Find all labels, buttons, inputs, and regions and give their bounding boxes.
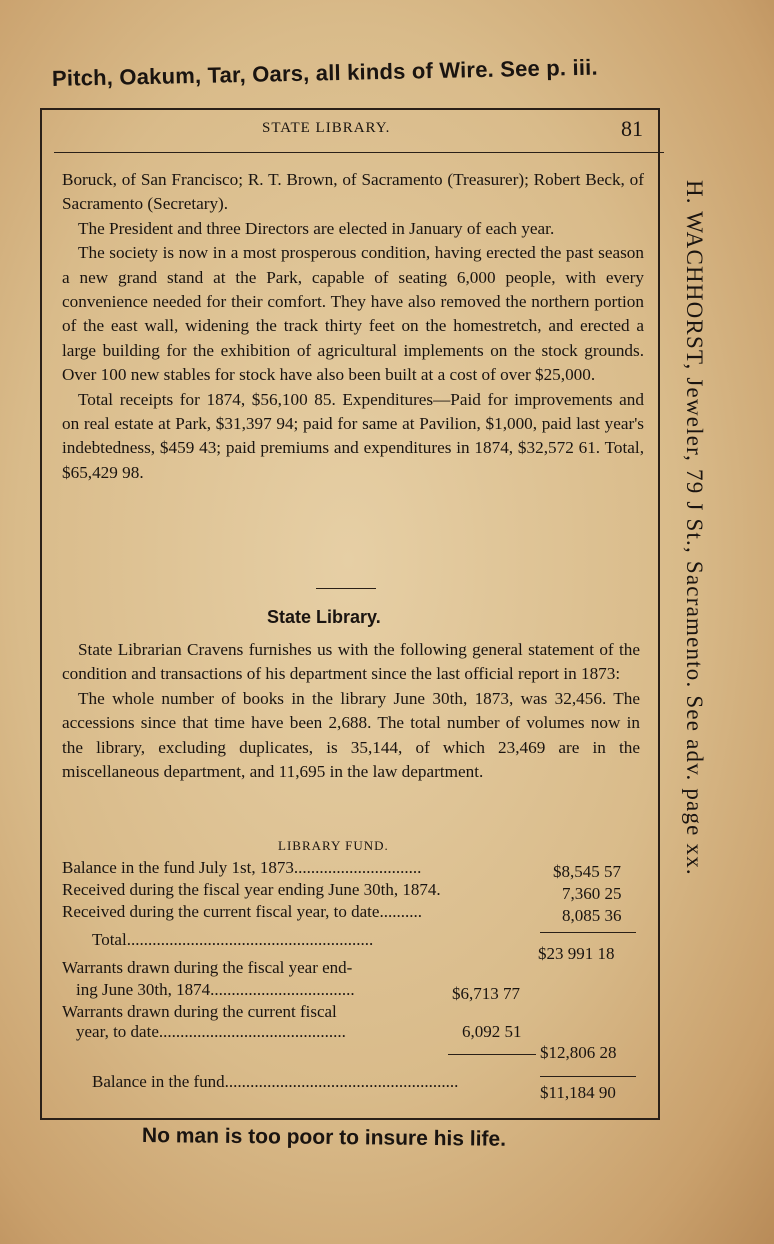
warrants-rule (448, 1054, 536, 1055)
fund-amount-received-current: 8,085 36 (562, 906, 622, 925)
library-text (62, 638, 640, 784)
header-rule (54, 152, 664, 153)
fund-line-total: Total.......................................................... (92, 930, 374, 949)
fund-amount-balance: $11,184 90 (540, 1083, 616, 1102)
fund-line-warrants-current-2: year, to date............................................ (76, 1022, 346, 1041)
side-advertisement-text: H. WACHHORST, Jeweler, 79 J St., Sacramento. See adv. page xx. (682, 180, 707, 876)
fund-amount-balance-july: $8,545 57 (553, 862, 621, 881)
top-advertisement: Pitch, Oakum, Tar, Oars, all kinds of Wire. See p. iii. (51, 54, 599, 91)
running-head: STATE LIBRARY. (262, 120, 391, 136)
paragraph: Total receipts for 1874, $56,100 85. Expenditures—Paid for improvements and on real estate at Park, $31,397 94; paid for same at Pavilion, $1,000, paid last year's indebtedness, $459 43; paid premiums and expenditures in 1874, $32,572 61. Total, $65,429 98. (62, 389, 644, 482)
balance-rule (540, 1076, 636, 1077)
fund-heading: LIBRARY FUND. (278, 838, 389, 853)
fund-line-balance: Balance in the fund....................................................... (92, 1072, 459, 1091)
paragraph: Boruck, of San Francisco; R. T. Brown, of Sacramento (Treasurer); Robert Beck, of Sacramento (Secretary). (62, 170, 644, 214)
page-number: 81 (621, 116, 643, 141)
fund-line-balance-july: Balance in the fund July 1st, 1873.............................. (62, 858, 422, 877)
section-separator (316, 588, 376, 589)
paragraph: The whole number of books in the library June 30th, 1873, was 32,456. The accessions since that time have been 2,688. The total number of volumes now in the library, excluding duplicates, is 35,144, of which 23,469 are in the miscellaneous department, and 11,695 in the law department. (62, 688, 640, 782)
fund-amount-warrants-fiscal: $6,713 77 (452, 984, 520, 1003)
fund-line-received-fiscal: Received during the fiscal year ending June 30th, 1874. (62, 880, 441, 899)
fund-line-warrants-fiscal-1: Warrants drawn during the fiscal year end- (62, 958, 353, 977)
fund-line-warrants-current-1: Warrants drawn during the current fiscal (62, 1002, 337, 1021)
paragraph: The President and three Directors are elected in January of each year. (78, 218, 555, 238)
paragraph: State Librarian Cravens furnishes us with the following general statement of the condition and transactions of his department since the last official report in 1873: (62, 640, 640, 684)
fund-amount-total: $23 991 18 (538, 944, 615, 963)
fund-line-received-current: Received during the current fiscal year, to date.......... (62, 902, 422, 921)
side-advertisement (671, 180, 711, 1060)
fund-amount-warrants-total: $12,806 28 (540, 1043, 617, 1062)
paragraph: The society is now in a most prosperous condition, having erected the past season a new grand stand at the Park, capable of seating 6,000 people, with every convenience needed for their comfort. They have also removed the northern portion of the east wall, widening the track thirty feet on the homestretch, and erected a large building for the exhibition of agricultural implements on the stock grounds. Over 100 new stables for stock have also been built at a cost of over $25,000. (62, 243, 644, 385)
section-title: State Library. (267, 607, 381, 627)
bottom-advertisement: No man is too poor to insure his life. (141, 1124, 507, 1151)
society-text (62, 168, 644, 485)
subtotal-rule (540, 932, 636, 933)
fund-amount-received-fiscal: 7,360 25 (562, 884, 622, 903)
fund-amount-warrants-current: 6,092 51 (462, 1022, 522, 1041)
fund-line-warrants-fiscal-2: ing June 30th, 1874.................................. (76, 980, 355, 999)
